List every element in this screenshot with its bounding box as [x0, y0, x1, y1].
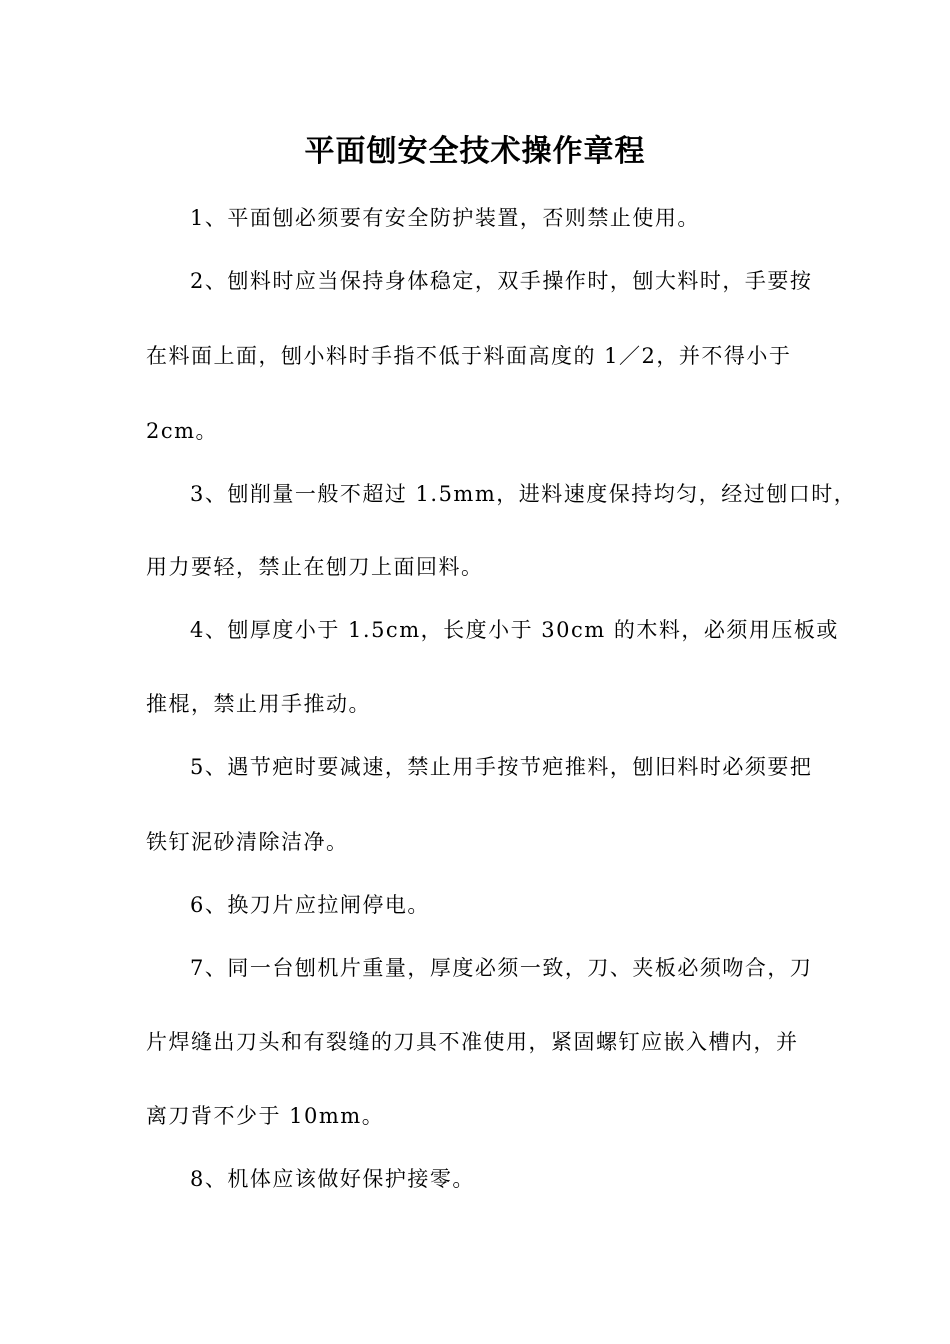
rule-1: 1、平面刨必须要有安全防护装置，否则禁止使用。	[190, 206, 700, 230]
rule-7-line-3: 离刀背不少于 10mm。	[146, 1104, 385, 1128]
rule-7-line-2: 片焊缝出刀头和有裂缝的刀具不准使用，紧固螺钉应嵌入槽内，并	[146, 1030, 799, 1054]
rule-4-line-1: 4、刨厚度小于 1.5cm，长度小于 30cm 的木料，必须用压板或	[190, 618, 839, 642]
rule-2-line-1: 2、刨料时应当保持身体稳定，双手操作时，刨大料时，手要按	[190, 269, 813, 293]
rule-4-line-2: 推棍，禁止用手推动。	[146, 692, 371, 716]
document-title: 平面刨安全技术操作章程	[304, 134, 646, 169]
rule-2-line-2: 在料面上面，刨小料时手指不低于料面高度的 1／2，并不得小于	[146, 344, 792, 368]
rule-7-line-1: 7、同一台刨机片重量，厚度必须一致，刀、夹板必须吻合，刀	[190, 956, 813, 980]
rule-5-line-1: 5、遇节疤时要减速，禁止用手按节疤推料，刨旧料时必须要把	[190, 755, 813, 779]
rule-3-line-2: 用力要轻，禁止在刨刀上面回料。	[146, 555, 484, 579]
rule-2-line-3: 2cm。	[146, 419, 219, 443]
rule-5-line-2: 铁钉泥砂清除洁净。	[146, 830, 349, 854]
rule-8: 8、机体应该做好保护接零。	[190, 1167, 475, 1191]
rule-3-line-1: 3、刨削量一般不超过 1.5mm，进料速度保持均匀，经过刨口时，	[190, 482, 857, 506]
rule-6: 6、换刀片应拉闸停电。	[190, 893, 430, 917]
